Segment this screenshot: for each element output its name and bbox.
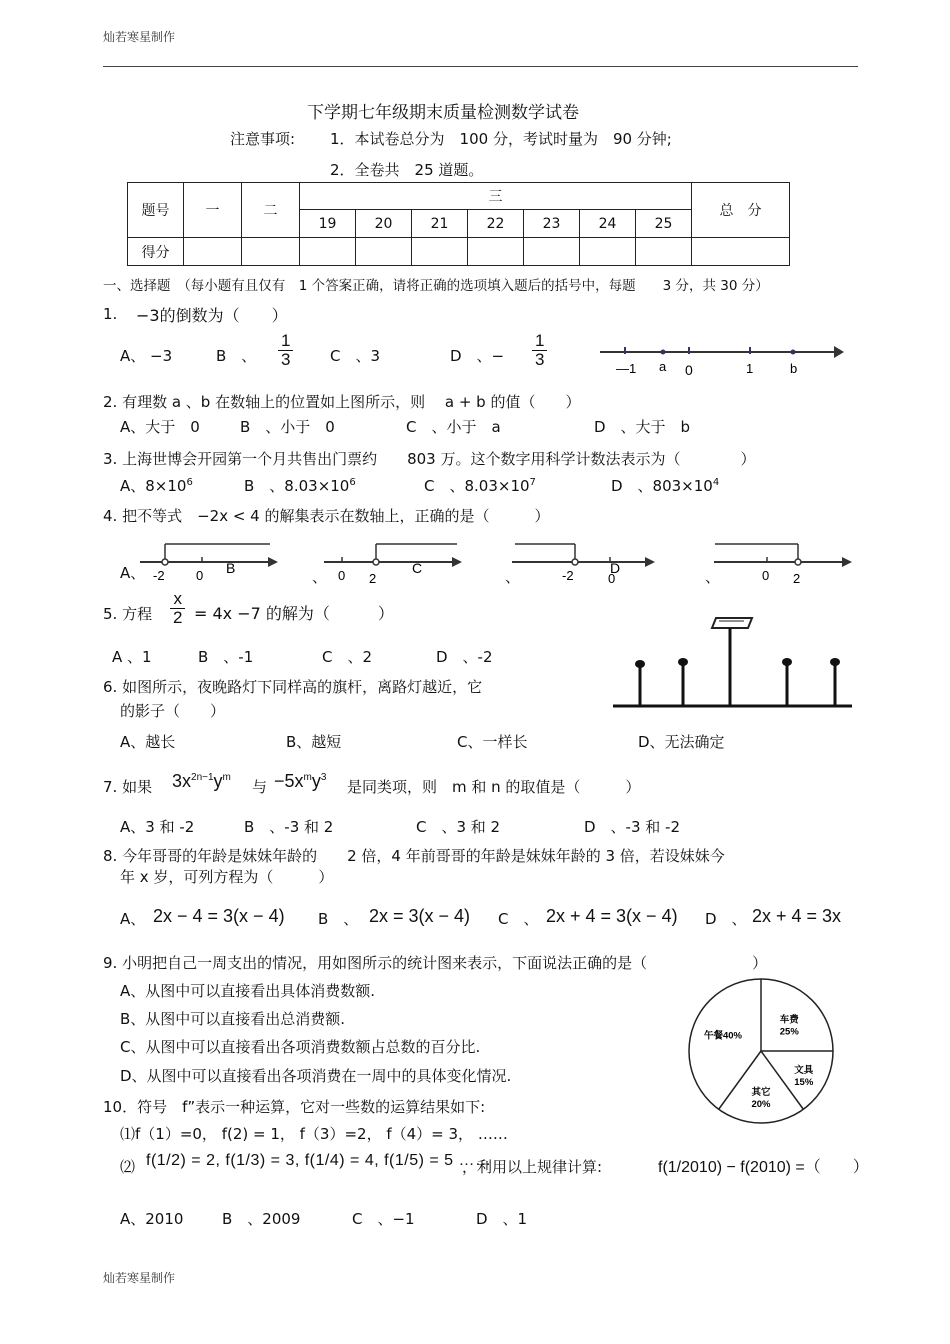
exponent: 2n−1	[191, 772, 214, 783]
q9-stem: 9. 小明把自己一周支出的情况，用如图所示的统计图来表示，下面说法正确的是（ ）	[103, 954, 768, 972]
row-label-no: 题号	[128, 183, 184, 238]
score-cell[interactable]	[468, 238, 524, 266]
q6-stem2: 的影子（ ）	[120, 702, 226, 720]
score-cell[interactable]	[692, 238, 790, 266]
q3-option-a	[120, 475, 193, 496]
page-title: 下学期七年级期末质量检测数学试卷	[307, 103, 579, 123]
q6-option-a: A、越长	[120, 733, 176, 751]
score-cell[interactable]	[242, 238, 300, 266]
q9-option-d: D、从图中可以直接看出各项消费在一周中的具体变化情况.	[120, 1067, 512, 1085]
exponent: 4	[712, 477, 720, 488]
q8-stem1: 8. 今年哥哥的年龄是妹妹年龄的 2 倍，4 年前哥哥的年龄是妹妹年龄的 3 倍，若设妹妹今	[103, 847, 725, 865]
pie-slice-label: 午餐40%	[703, 1030, 742, 1042]
q6-option-c: C、一样长	[457, 733, 528, 751]
q9-option-c: C、从图中可以直接看出各项消费数额占总数的百分比.	[120, 1038, 481, 1056]
q2-stem: 2. 有理数 a 、b 在数轴上的位置如上图所示，则 a + b 的值（ ）	[103, 393, 581, 411]
q7-option-b: B 、-3 和 2	[244, 818, 334, 836]
q8-eq-d: 2x + 4 = 3x	[752, 906, 842, 926]
q10-stem: 10．符号 f”表示一种运算，它对一些数的运算结果如下:	[103, 1098, 486, 1116]
q8-eq-a: 2x − 4 = 3(x − 4)	[153, 906, 285, 926]
q4-option-c: C	[412, 560, 423, 576]
q7-term2	[274, 771, 326, 792]
q4d-label: 0	[762, 568, 770, 583]
exponent: 6	[349, 477, 356, 488]
q7-option-c: C 、3 和 2	[416, 818, 501, 836]
q4d-label: 2	[793, 571, 801, 586]
q1-num: 1.	[103, 305, 118, 323]
q1-option-c: C 、3	[330, 347, 381, 365]
score-table	[127, 182, 790, 266]
q10-line2-pre: ⑵	[120, 1158, 136, 1176]
q2-option-b: B 、小于 0	[240, 418, 335, 436]
exponent: 3	[320, 772, 327, 783]
footer-maker: 灿若寒星制作	[103, 1271, 176, 1285]
section-3-header: 三	[300, 183, 692, 210]
q10-option-c: C 、−1	[352, 1210, 415, 1228]
score-cell[interactable]	[184, 238, 242, 266]
frac-den: 3	[535, 349, 545, 369]
q4-option-a: A、	[120, 564, 146, 582]
section-1-header: 一	[184, 183, 242, 238]
q4-option-d: D	[610, 560, 621, 576]
q-number: 25	[636, 210, 692, 238]
q4-line-c	[510, 538, 660, 586]
q5-option-c: C 、2	[322, 648, 373, 666]
pie-slice-label: 车费 25%	[779, 1014, 799, 1038]
q3-option-a-text: A、8×10	[120, 477, 187, 495]
frac-num: 1	[278, 332, 293, 351]
q-number: 20	[356, 210, 412, 238]
q3-stem: 3. 上海世博会开园第一个月共售出门票约 803 万。这个数字用科学计数法表示为（ ）	[103, 450, 756, 468]
q9-option-b: B、从图中可以直接看出总消费额.	[120, 1010, 346, 1028]
frac-den: 3	[281, 349, 291, 369]
q-number: 21	[412, 210, 468, 238]
q10-calc: f(1/2010) − f(2010) =（ ）	[658, 1159, 869, 1176]
q3-option-b	[244, 475, 356, 496]
number-line-main	[598, 340, 848, 380]
nl-label: a	[659, 359, 667, 374]
q1-stem: −3的倒数为（ ）	[136, 306, 288, 325]
notice-line2: 2．全卷共 25 道题。	[330, 161, 484, 179]
notice-line1: 1．本试卷总分为 100 分，考试时量为 90 分钟;	[330, 130, 672, 148]
q5-option-b: B 、-1	[198, 648, 254, 666]
exponent: m	[222, 772, 231, 783]
q7-term1-base: 3x	[172, 771, 192, 791]
q5-option-a: A 、1	[112, 648, 152, 666]
q4-sep: 、	[505, 568, 521, 586]
q4-line-b	[322, 538, 467, 586]
q-number: 24	[580, 210, 636, 238]
q5-stem-pre: 5. 方程	[103, 605, 153, 623]
q5-option-d: D 、-2	[436, 648, 493, 666]
q5-stem-post: = 4x −7 的解为（ ）	[194, 604, 394, 623]
score-cell[interactable]	[412, 238, 468, 266]
q-number: 22	[468, 210, 524, 238]
section1-heading: 一、选择题 （每小题有且仅有 1 个答案正确，请将正确的选项填入题后的括号中，每题 3 分，共 30 分）	[103, 278, 769, 294]
q1-option-d-frac	[532, 332, 547, 369]
q8-eq-c: 2x + 4 = 3(x − 4)	[546, 906, 678, 926]
score-cell[interactable]	[580, 238, 636, 266]
q10-line2-eq: f(1/2) = 2, f(1/3) = 3, f(1/4) = 4, f(1/5) = 5 ……	[146, 1152, 492, 1169]
q4a-label: -2	[153, 568, 165, 583]
total-header: 总 分	[692, 183, 790, 238]
frac-num: x	[170, 590, 185, 609]
q4c-label: 0	[608, 571, 616, 586]
q3-option-b-text: B 、8.03×10	[244, 477, 350, 495]
q4b-label: 0	[338, 568, 346, 583]
q10-option-d: D 、1	[476, 1210, 528, 1228]
q4b-label: 2	[369, 571, 377, 586]
exponent: 7	[529, 477, 536, 488]
exponent: 6	[186, 477, 193, 488]
q6-option-d: D、无法确定	[638, 733, 725, 751]
nl-label: 1	[746, 361, 754, 376]
q4-line-a	[135, 538, 280, 586]
q4-stem: 4. 把不等式 −2x < 4 的解集表示在数轴上，正确的是（ ）	[103, 507, 550, 525]
q7-stem-pre: 7. 如果	[103, 778, 153, 796]
q3-option-c-text: C 、8.03×10	[424, 477, 530, 495]
nl-label: b	[790, 361, 798, 376]
q10-line2-post: ，利用以上规律计算:	[462, 1158, 603, 1176]
nl-label: —1	[616, 361, 637, 376]
q4a-label: 0	[196, 568, 204, 583]
exponent: m	[303, 772, 312, 783]
q8-option-a: A、	[120, 910, 146, 928]
q3-option-c	[424, 475, 536, 496]
q7-stem-post: 是同类项，则 m 和 n 的取值是（ ）	[347, 778, 641, 796]
q4-line-d	[712, 538, 857, 586]
q4c-label: -2	[562, 568, 574, 583]
score-cell[interactable]	[356, 238, 412, 266]
pie-slice-label: 其它 20%	[751, 1087, 771, 1110]
q4-sep: 、	[705, 568, 721, 586]
pie-chart	[682, 974, 842, 1130]
row-label-score: 得分	[128, 238, 184, 266]
q8-stem2: 年 x 岁，可列方程为（ ）	[120, 868, 334, 886]
frac-den: 2	[173, 607, 183, 627]
q8-option-d: D 、	[705, 910, 747, 928]
q7-term2-base: −5x	[274, 771, 304, 791]
q5-frac	[170, 590, 185, 627]
q-number: 19	[300, 210, 356, 238]
q4-sep: 、	[312, 568, 328, 586]
q7-option-a: A、3 和 -2	[120, 818, 195, 836]
q10-option-a: A、2010	[120, 1210, 184, 1228]
q7-option-d: D 、-3 和 -2	[584, 818, 680, 836]
header-maker: 灿若寒星制作	[103, 30, 176, 44]
q1-option-b-frac	[278, 332, 293, 369]
nl-label: 0	[685, 362, 693, 378]
q10-line1: ⑴f（1）=0， f(2) = 1， f（3）=2， f（4）= 3， ……	[120, 1125, 508, 1143]
notice-label: 注意事项:	[230, 130, 296, 148]
score-cell[interactable]	[524, 238, 580, 266]
section-2-header: 二	[242, 183, 300, 238]
frac-num: 1	[532, 332, 547, 351]
q7-term2b-base: y	[311, 771, 321, 791]
pie-slice-label: 文具 15%	[794, 1064, 814, 1088]
q3-option-d	[611, 475, 719, 496]
q8-option-b: B 、	[318, 910, 359, 928]
header-rule	[103, 66, 858, 67]
q7-mid: 与	[252, 778, 268, 796]
q3-option-d-text: D 、803×10	[611, 477, 713, 495]
score-cell[interactable]	[300, 238, 356, 266]
q1-option-b: B 、	[216, 347, 257, 365]
streetlight-figure	[610, 612, 855, 712]
q8-eq-b: 2x = 3(x − 4)	[369, 906, 471, 926]
q9-option-a: A、从图中可以直接看出具体消费数额.	[120, 982, 376, 1000]
q10-option-b: B 、2009	[222, 1210, 301, 1228]
score-cell[interactable]	[636, 238, 692, 266]
q6-option-b: B、越短	[286, 733, 342, 751]
q1-option-d: D 、−	[450, 347, 505, 365]
q2-option-a: A、大于 0	[120, 418, 200, 436]
q7-term1	[172, 771, 231, 792]
q-number: 23	[524, 210, 580, 238]
q4-option-b: B	[226, 560, 236, 576]
q8-option-c: C 、	[498, 910, 539, 928]
q1-option-a: A、 −3	[120, 347, 173, 365]
q6-stem1: 6. 如图所示，夜晚路灯下同样高的旗杆，离路灯越近，它	[103, 678, 483, 696]
q7-term1b-base: y	[213, 771, 223, 791]
q2-option-c: C 、小于 a	[406, 418, 501, 436]
q2-option-d: D 、大于 b	[594, 418, 691, 436]
